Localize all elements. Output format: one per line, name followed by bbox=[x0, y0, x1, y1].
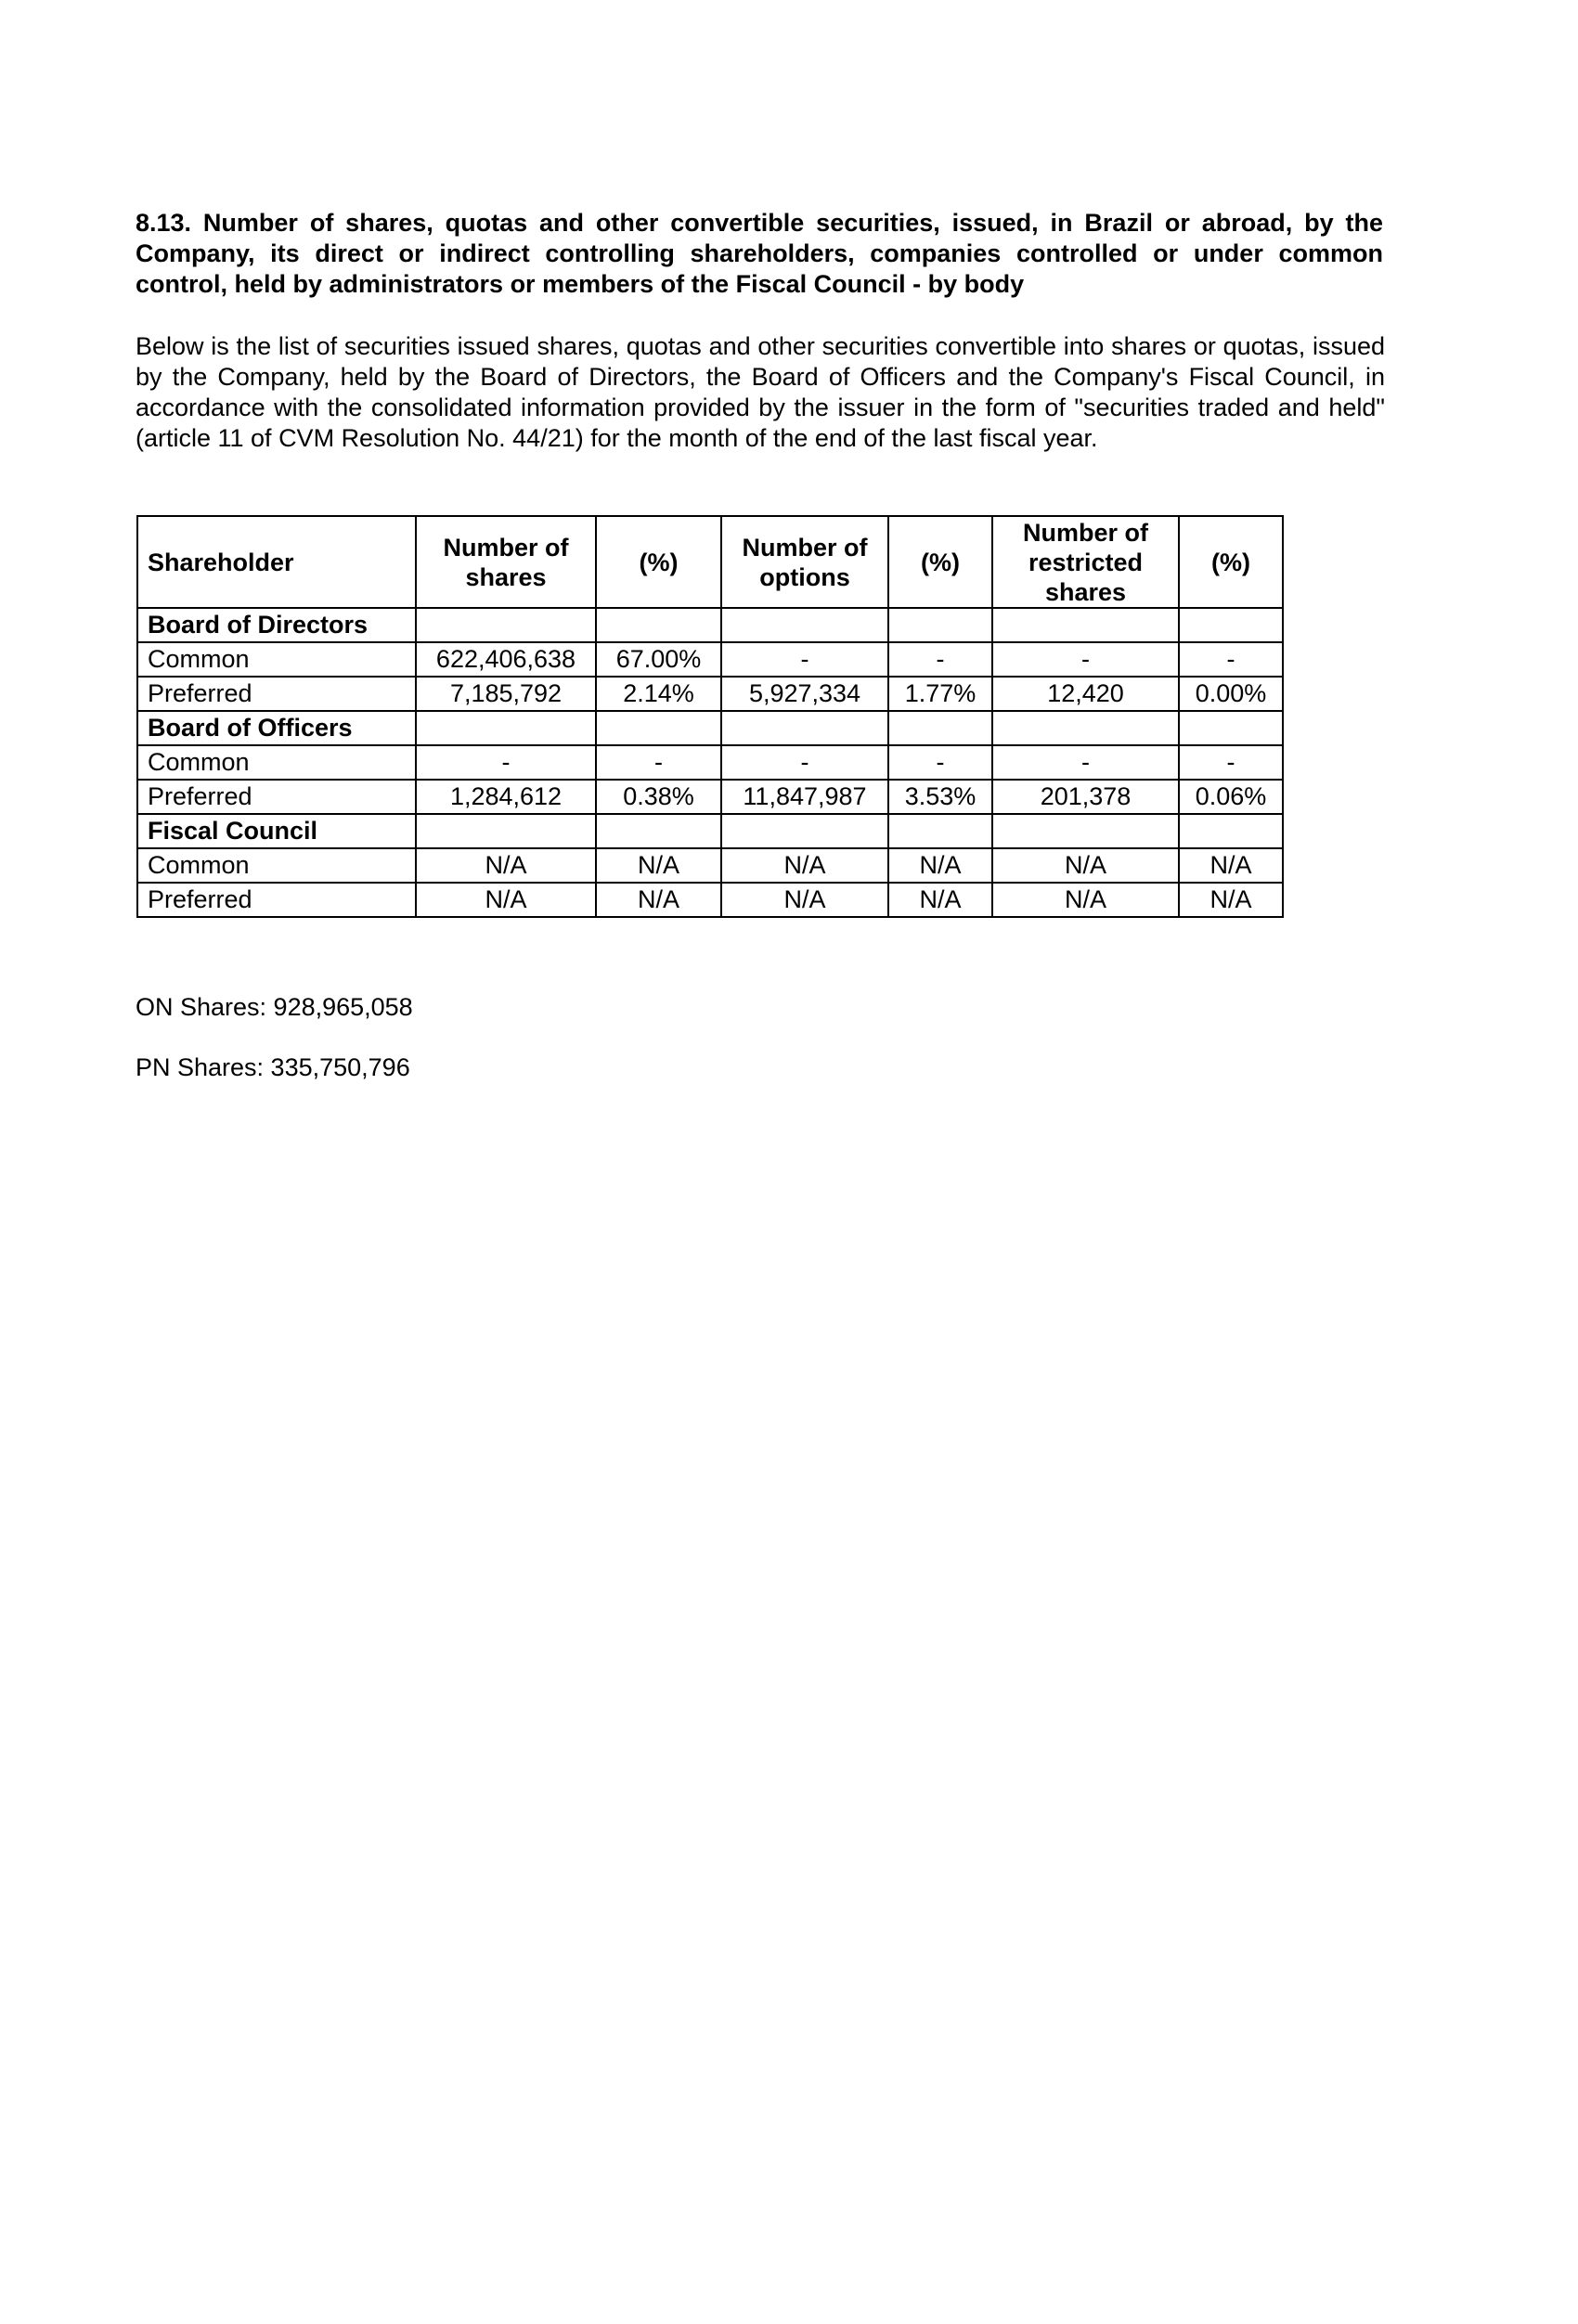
table-row bbox=[137, 677, 1283, 711]
row-label: Common bbox=[137, 642, 416, 677]
column-header: (%) bbox=[1179, 516, 1283, 608]
table-row bbox=[137, 848, 1283, 883]
group-row bbox=[137, 608, 1283, 642]
group-row bbox=[137, 711, 1283, 745]
group-label: Board of Officers bbox=[137, 711, 416, 745]
table-cell: 11,847,987 bbox=[721, 780, 888, 814]
table-cell: 1,284,612 bbox=[416, 780, 596, 814]
table-cell: 0.06% bbox=[1179, 780, 1283, 814]
column-header: Number of options bbox=[721, 516, 888, 608]
table-cell: 3.53% bbox=[888, 780, 992, 814]
table-cell: 2.14% bbox=[596, 677, 721, 711]
table-row bbox=[137, 642, 1283, 677]
table-cell: N/A bbox=[721, 883, 888, 917]
group-label: Board of Directors bbox=[137, 608, 416, 642]
table-cell: 1.77% bbox=[888, 677, 992, 711]
table-cell: 201,378 bbox=[992, 780, 1179, 814]
group-row bbox=[137, 814, 1283, 848]
intro-paragraph: Below is the list of securities issued shares, quotas and other securities convertible into shares or quotas, issued by the Company, held by the Board of Directors, the Board of Officers and the Company's Fiscal Council, in accordance with the consolidated information provided by the issuer in the form of "securities traded and held" (article 11 of CVM Resolution No. 44/21) for the month of the end of the last fiscal year. bbox=[136, 332, 1385, 452]
group-label: Fiscal Council bbox=[137, 814, 416, 848]
column-header: Shareholder bbox=[137, 516, 416, 608]
table-row bbox=[137, 780, 1283, 814]
table-cell: N/A bbox=[721, 848, 888, 883]
row-label: Common bbox=[137, 745, 416, 780]
column-header: Number of restricted shares bbox=[992, 516, 1179, 608]
table-cell: N/A bbox=[596, 848, 721, 883]
table-row bbox=[137, 745, 1283, 780]
table-cell: - bbox=[888, 642, 992, 677]
table-cell: - bbox=[416, 745, 596, 780]
table-header-row bbox=[137, 516, 1283, 608]
table-cell: N/A bbox=[416, 883, 596, 917]
table-cell: - bbox=[596, 745, 721, 780]
column-header: (%) bbox=[888, 516, 992, 608]
table-cell: N/A bbox=[416, 848, 596, 883]
table-cell: 622,406,638 bbox=[416, 642, 596, 677]
table-cell: 0.38% bbox=[596, 780, 721, 814]
table-cell: 12,420 bbox=[992, 677, 1179, 711]
row-label: Common bbox=[137, 848, 416, 883]
table-cell: - bbox=[888, 745, 992, 780]
on-shares-total: ON Shares: 928,965,058 bbox=[136, 993, 413, 1021]
table-cell: N/A bbox=[992, 848, 1179, 883]
row-label: Preferred bbox=[137, 677, 416, 711]
table-cell: N/A bbox=[992, 883, 1179, 917]
table-row bbox=[137, 883, 1283, 917]
table-cell: N/A bbox=[888, 883, 992, 917]
pn-shares-total: PN Shares: 335,750,796 bbox=[136, 1053, 410, 1081]
column-header: Number of shares bbox=[416, 516, 596, 608]
table-cell: N/A bbox=[1179, 848, 1283, 883]
table-cell: - bbox=[721, 745, 888, 780]
table-cell: - bbox=[1179, 745, 1283, 780]
table-cell: 7,185,792 bbox=[416, 677, 596, 711]
table-cell: - bbox=[721, 642, 888, 677]
table-cell: - bbox=[992, 745, 1179, 780]
table-cell: - bbox=[1179, 642, 1283, 677]
table-cell: N/A bbox=[888, 848, 992, 883]
table-cell: - bbox=[992, 642, 1179, 677]
holdings-table bbox=[136, 515, 1284, 918]
table-cell: N/A bbox=[1179, 883, 1283, 917]
column-header: (%) bbox=[596, 516, 721, 608]
table-cell: 5,927,334 bbox=[721, 677, 888, 711]
table-cell: N/A bbox=[596, 883, 721, 917]
section-heading: 8.13. Number of shares, quotas and other convertible securities, issued, in Brazil or abroad, by the Company, its direct or indirect controlling shareholders, companies controlled or under common control, held by administrators or members of the Fiscal Council - by body bbox=[136, 209, 1383, 298]
row-label: Preferred bbox=[137, 883, 416, 917]
table-cell: 67.00% bbox=[596, 642, 721, 677]
row-label: Preferred bbox=[137, 780, 416, 814]
table-cell: 0.00% bbox=[1179, 677, 1283, 711]
